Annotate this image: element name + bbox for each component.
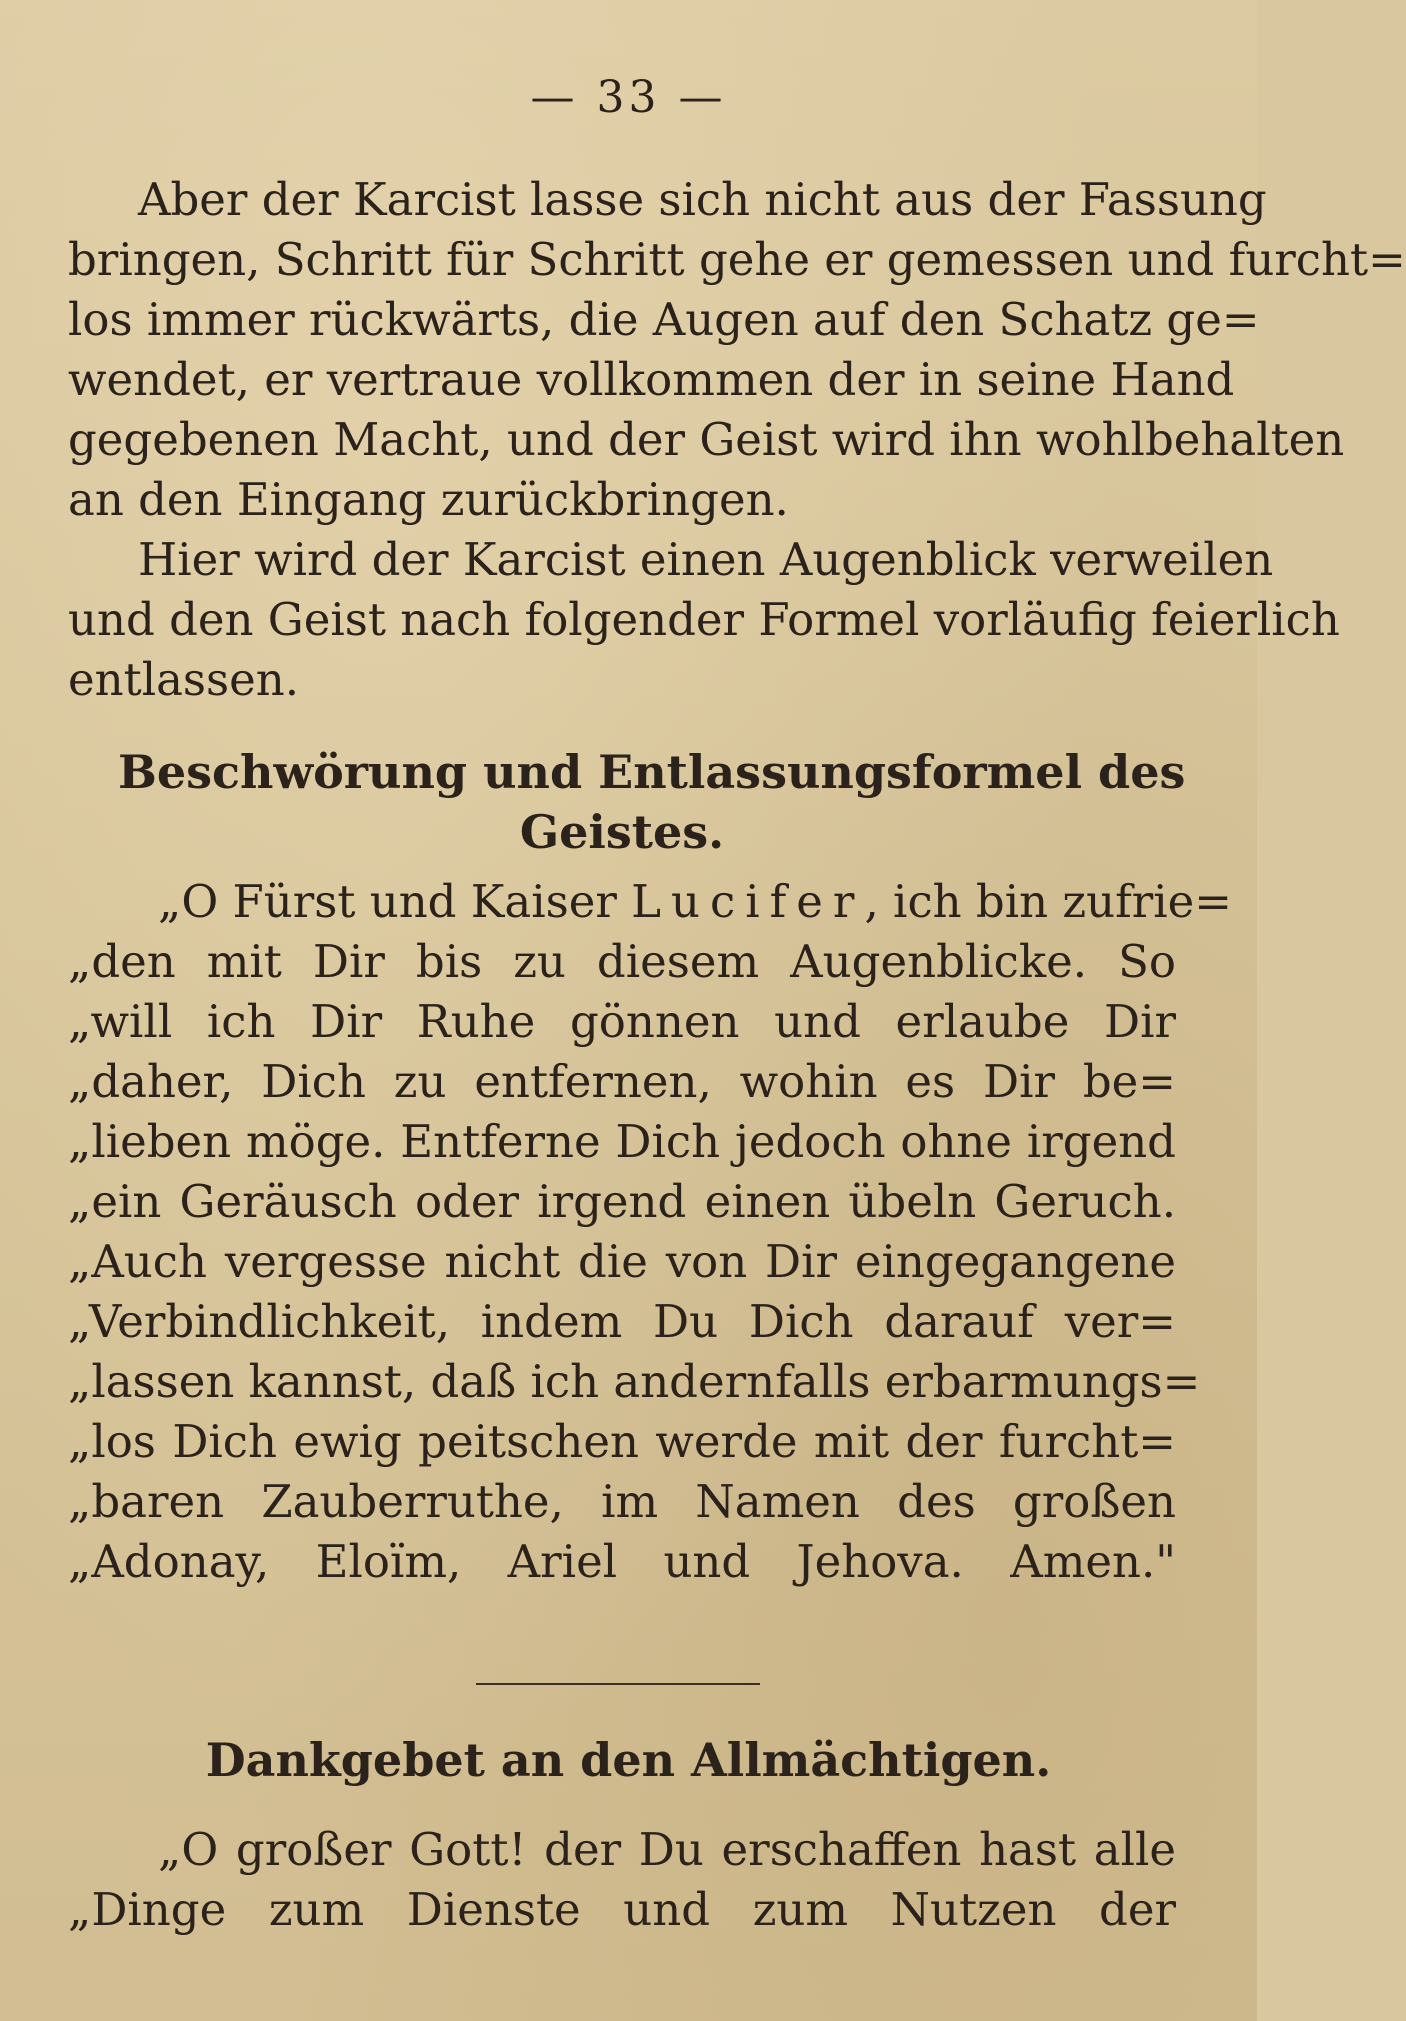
- incantation-text: [68, 872, 1232, 1592]
- section-divider: [476, 1683, 760, 1685]
- paragraph-1: [68, 170, 1406, 530]
- incantation-suffix: , ich bin zufrie=: [864, 875, 1232, 928]
- text-line: und den Geist nach folgender Formel vorläufig feierlich: [68, 593, 1340, 646]
- text-line: gegebenen Macht, und der Geist wird ihn wohlbehalten: [68, 413, 1345, 466]
- text-line: los immer rückwärts, die Augen auf den Schatz ge=: [68, 293, 1260, 346]
- text-line: entlassen.: [68, 653, 300, 706]
- section-heading-prayer: Dankgebet an den Allmächtigen.: [205, 1733, 1052, 1787]
- text-line: Hier wird der Karcist einen Augenblick verweilen: [138, 533, 1274, 586]
- text-line: „lassen kannst, daß ich andernfalls erbarmungs=: [68, 1355, 1201, 1408]
- text-line: „lieben möge. Entferne Dich jedoch ohne irgend: [68, 1115, 1176, 1168]
- text-line: „ein Geräusch oder irgend einen übeln Geruch.: [68, 1175, 1176, 1228]
- incantation-name-lucifer: Lucifer: [631, 875, 865, 928]
- text-line: „Auch vergesse nicht die von Dir eingegangene: [68, 1235, 1176, 1288]
- text-line: „daher, Dich zu entfernen, wohin es Dir be=: [68, 1055, 1176, 1108]
- text-line: „den mit Dir bis zu diesem Augenblicke. So: [68, 935, 1176, 988]
- text-line: „O großer Gott! der Du erschaffen hast alle: [158, 1823, 1176, 1876]
- text-line: [68, 872, 1232, 932]
- text-line: „Verbindlichkeit, indem Du Dich darauf ver=: [68, 1295, 1176, 1348]
- page-number: — 33 —: [530, 72, 727, 123]
- text-line: wendet, er vertraue vollkommen der in seine Hand: [68, 353, 1235, 406]
- heading-line: Beschwörung und Entlassungsformel des: [118, 745, 1186, 799]
- text-line: bringen, Schritt für Schritt gehe er gemessen und furcht=: [68, 233, 1406, 286]
- text-line: „Dinge zum Dienste und zum Nutzen der: [68, 1883, 1176, 1936]
- incantation-prefix: „O Fürst und Kaiser: [158, 875, 632, 928]
- text-line: „baren Zauberruthe, im Namen des großen: [68, 1475, 1176, 1528]
- text-line: „los Dich ewig peitschen werde mit der furcht=: [68, 1415, 1176, 1468]
- paragraph-2: [68, 530, 1340, 710]
- text-line: „Adonay, Eloïm, Ariel und Jehova. Amen.": [68, 1535, 1176, 1588]
- section-heading-incantation: [68, 742, 1186, 862]
- prayer-text: [68, 1820, 1176, 1940]
- text-line: Aber der Karcist lasse sich nicht aus der Fassung: [138, 173, 1267, 226]
- heading-line: Geistes.: [519, 805, 725, 859]
- text-line: an den Eingang zurückbringen.: [68, 473, 789, 526]
- text-line: „will ich Dir Ruhe gönnen und erlaube Dir: [68, 995, 1176, 1048]
